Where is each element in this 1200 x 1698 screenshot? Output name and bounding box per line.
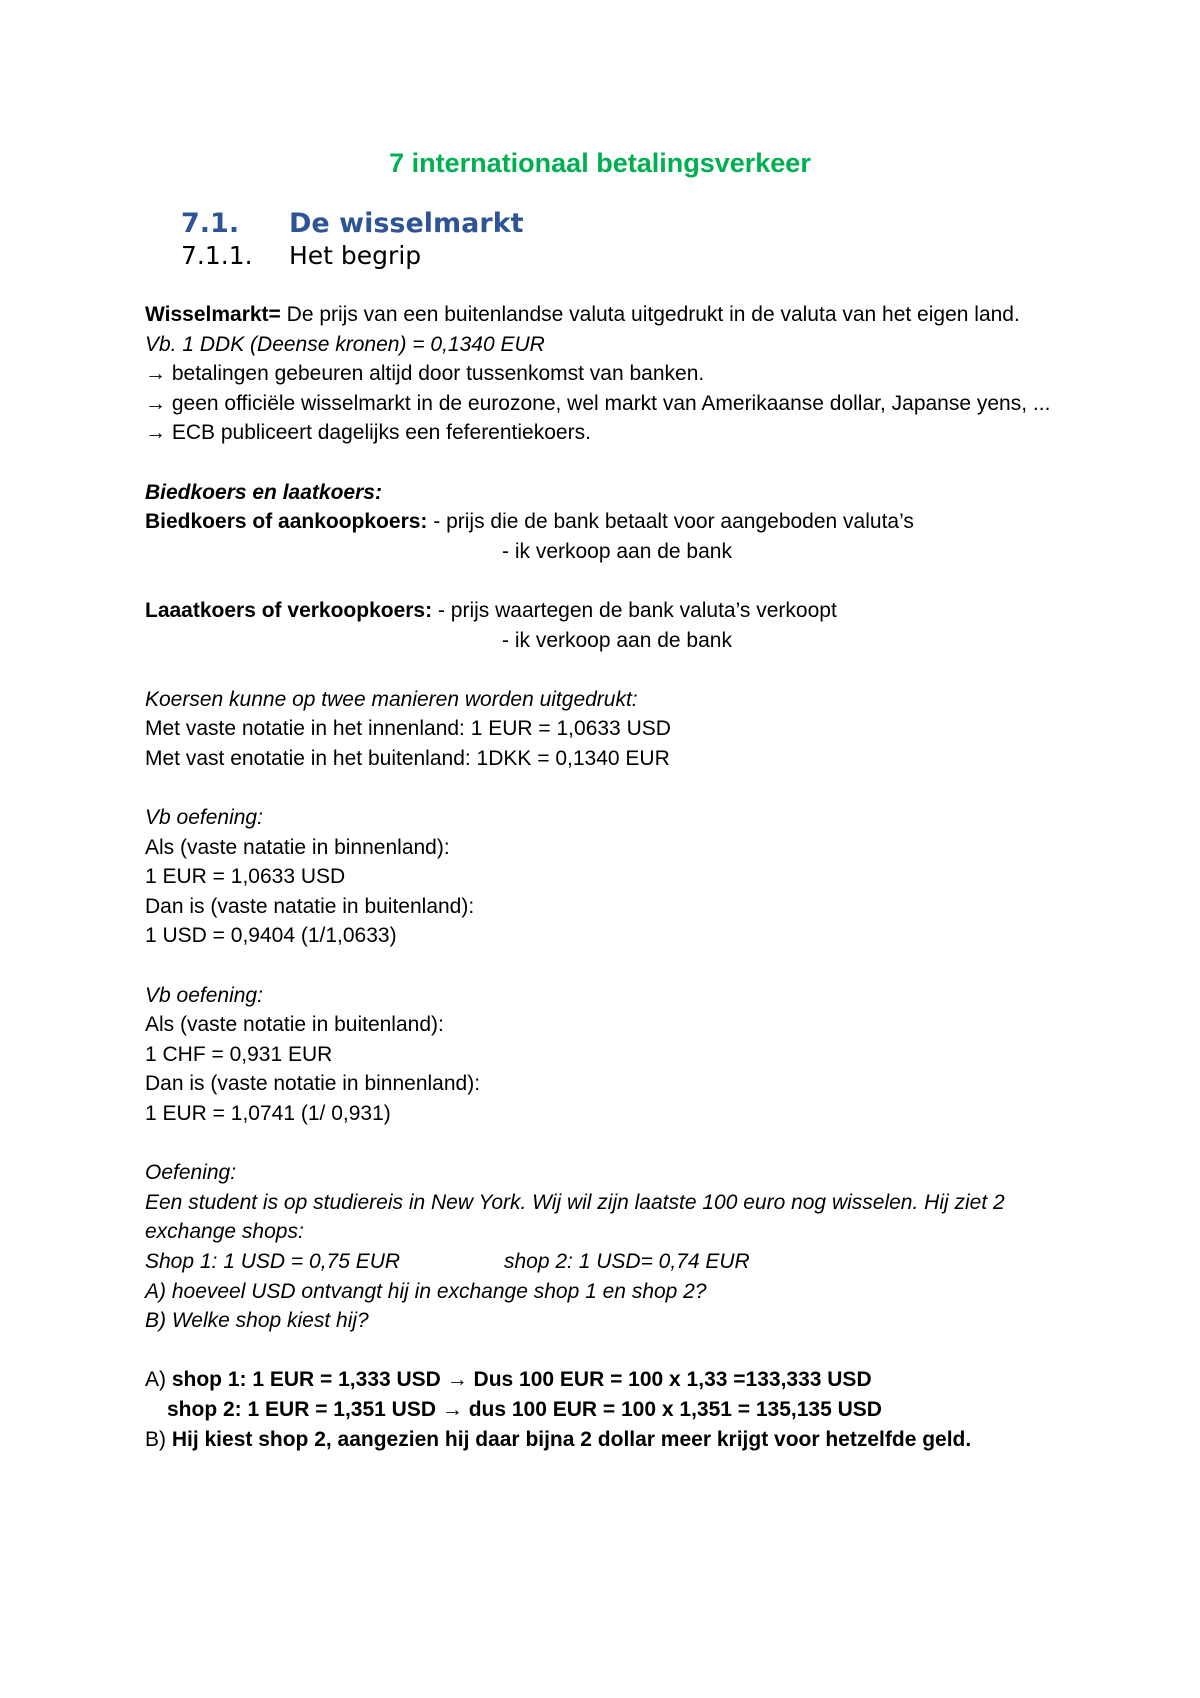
answer-b-prefix: B) <box>145 1427 166 1451</box>
definition-term: Wisselmarkt= <box>145 303 281 326</box>
laatkoers-line: Laaatkoers of verkoopkoers: - prijs waartegen de bank valuta’s verkoopt <box>145 598 837 622</box>
biedkoers-label: Biedkoers of aankoopkoers: <box>145 510 428 534</box>
arrow-icon: → <box>145 362 166 386</box>
koersen-heading: Biedkoers en laatkoers: <box>145 480 382 504</box>
answer-a-line-2: shop 2: 1 EUR = 1,351 USD → dus 100 EUR = 100 x 1,351 = 135,135 USD <box>167 1397 882 1421</box>
definition-example: Vb. 1 DDK (Deense kronen) = 0,1340 EUR <box>145 332 545 356</box>
laatkoers-line-2: - ik verkoop aan de bank <box>502 628 732 652</box>
shop-1: Shop 1: 1 USD = 0,75 EUR <box>145 1250 401 1273</box>
exercise-intro: Een student is op studiereis in New York. Wij wil zijn laatste 100 euro nog wisselen. Hij ziet 2 exchange shops: <box>145 1190 1005 1244</box>
question-b: B) Welke shop kiest hij? <box>145 1309 369 1333</box>
notatie-line: Met vast enotatie in het buitenland: 1DKK = 0,1340 EUR <box>145 746 670 770</box>
biedkoers-line-2: - ik verkoop aan de bank <box>502 539 732 563</box>
answer-a-prefix: A) <box>145 1368 166 1392</box>
bullet-item: → geen officiële wisselmarkt in de eurozone, wel markt van Amerikaanse dollar, Japanse yens, ... <box>145 391 1051 415</box>
definition <box>145 300 1065 330</box>
exercise-line: 1 USD = 0,9404 (1/1,0633) <box>145 924 397 948</box>
laatkoers-label: Laaatkoers of verkoopkoers: <box>145 598 433 622</box>
exercise-heading: Vb oefening: <box>145 806 263 830</box>
section-title: De wisselmarkt <box>289 208 524 239</box>
answer-a-line-1: A) shop 1: 1 EUR = 1,333 USD → Dus 100 EUR = 100 x 1,33 =133,333 USD <box>145 1368 872 1392</box>
arrow-icon: → <box>441 1397 463 1421</box>
subsection-title: Het begrip <box>289 241 422 270</box>
exercise-heading: Vb oefening: <box>145 983 263 1007</box>
exercise-line: Dan is (vaste notatie in binnenland): <box>145 1072 481 1096</box>
arrow-icon: → <box>145 421 166 445</box>
definition-text: De prijs van een buitenlandse valuta uitgedrukt in de valuta van het eigen land. <box>280 303 1020 326</box>
exercise-line: Als (vaste natatie in binnenland): <box>145 835 450 859</box>
exercise-line: Dan is (vaste natatie in buitenland): <box>145 894 475 918</box>
arrow-icon: → <box>145 391 166 415</box>
subsection-heading <box>181 241 421 270</box>
document-body <box>145 300 1065 1454</box>
answer-b: B) Hij kiest shop 2, aangezien hij daar bijna 2 dollar meer krijgt voor hetzelfde geld. <box>145 1427 972 1451</box>
notatie-line: Met vaste notatie in het innenland: 1 EUR = 1,0633 USD <box>145 717 671 741</box>
shop-line <box>145 1247 1065 1277</box>
exercise-line: 1 EUR = 1,0633 USD <box>145 865 346 889</box>
exercise-line: 1 EUR = 1,0741 (1/ 0,931) <box>145 1102 391 1126</box>
exercise-line: Als (vaste notatie in buitenland): <box>145 1013 444 1037</box>
arrow-icon: → <box>446 1368 468 1392</box>
exercise-heading: Oefening: <box>145 1161 237 1185</box>
bullet-item: → betalingen gebeuren altijd door tussenkomst van banken. <box>145 362 705 386</box>
section-heading <box>181 208 524 239</box>
notatie-heading: Koersen kunne op twee manieren worden uitgedrukt: <box>145 687 638 711</box>
exercise-line: 1 CHF = 0,931 EUR <box>145 1042 333 1066</box>
question-a: A) hoeveel USD ontvangt hij in exchange shop 1 en shop 2? <box>145 1279 707 1303</box>
subsection-number: 7.1.1. <box>181 241 253 270</box>
bullet-item: → ECB publiceert dagelijks een feferentiekoers. <box>145 421 591 445</box>
section-number: 7.1. <box>181 208 240 239</box>
shop-2: shop 2: 1 USD= 0,74 EUR <box>504 1250 750 1273</box>
biedkoers-line: Biedkoers of aankoopkoers: - prijs die de bank betaalt voor aangeboden valuta’s <box>145 510 914 534</box>
page-title: 7 internationaal betalingsverkeer <box>389 148 811 178</box>
